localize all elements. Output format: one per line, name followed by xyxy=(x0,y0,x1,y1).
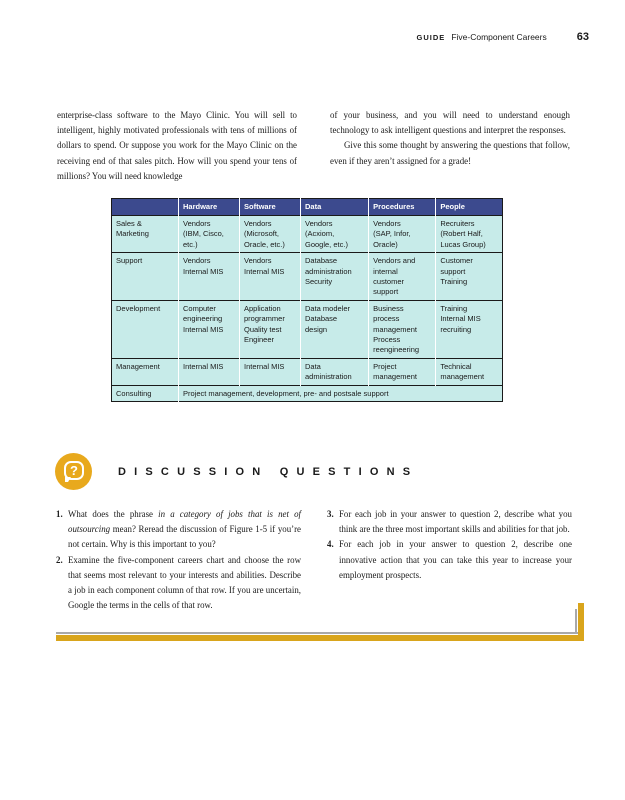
question-text: What does the phrase in a category of jobs that is net of outsourcing mean? Reread the discussion of Figure 1-5 if you’re not certain. Why is this important to you? xyxy=(68,509,301,550)
table-cell: Business process management Process reengineering xyxy=(369,300,436,358)
question-item xyxy=(327,537,572,583)
question-item xyxy=(56,553,301,614)
table-row xyxy=(112,358,503,385)
table-cell: Vendors (IBM, Cisco, etc.) xyxy=(179,216,240,253)
table-header-cell: Software xyxy=(240,199,301,216)
question-number: 4. xyxy=(327,539,334,550)
table-cell: Customer support Training xyxy=(436,253,503,301)
table-row xyxy=(112,385,503,401)
table-cell: Vendors and internal customer support xyxy=(369,253,436,301)
questions-right-column xyxy=(327,507,572,613)
question-badge-icon xyxy=(55,453,92,490)
header-title: Five-Component Careers xyxy=(451,32,547,42)
discussion-title: DISCUSSION QUESTIONS xyxy=(118,465,419,478)
question-text: For each job in your answer to question 2, describe what you think are the three most important skills and abilities for that job. xyxy=(339,509,572,535)
row-label: Sales & Marketing xyxy=(112,216,179,253)
table-row xyxy=(112,253,503,301)
question-text: For each job in your answer to question 2, describe one innovative action that you can take this year to increase your employment prospects. xyxy=(339,539,572,580)
table-header-row xyxy=(112,199,503,216)
table-row xyxy=(112,300,503,358)
intro-right-column xyxy=(330,108,570,184)
intro-text xyxy=(57,108,570,184)
question-number: 3. xyxy=(327,509,334,519)
table-header-cell: People xyxy=(436,199,503,216)
careers-table xyxy=(111,198,503,402)
questions-left-column xyxy=(56,507,301,613)
question-text: Examine the five-component careers chart and choose the row that seems most relevant to your interests and abilities. Describe a job in each component column of that row. If you are uncertain, Google the terms in the cells of that row. xyxy=(68,554,301,611)
row-label: Development xyxy=(112,300,179,358)
intro-left-column xyxy=(57,108,297,184)
table-cell: Vendors (Microsoft, Oracle, etc.) xyxy=(240,216,301,253)
table-cell: Vendors (Acxiom, Google, etc.) xyxy=(301,216,369,253)
discussion-questions-heading xyxy=(55,453,418,490)
intro-paragraph-left: enterprise-class software to the Mayo Clinic. You will sell to intelligent, highly motivated professionals with tens of millions of dollars to spend. Or suppose you work for the Mayo Clinic on the receiving end of that sales pitch. How will you spend your tens of millions? You will need knowledge xyxy=(57,110,297,181)
row-label: Consulting xyxy=(112,385,179,401)
question-mark-icon: ? xyxy=(64,461,84,480)
table-header-cell: Data xyxy=(301,199,369,216)
table-cell: Computer engineering Internal MIS xyxy=(179,300,240,358)
table-cell: Data administration xyxy=(301,358,369,385)
running-header xyxy=(417,31,589,43)
question-item xyxy=(56,507,301,553)
table-cell: Internal MIS xyxy=(240,358,301,385)
table-header-cell xyxy=(112,199,179,216)
intro-paragraph-right-2: Give this some thought by answering the questions that follow, even if they aren’t assigned for a grade! xyxy=(330,140,570,166)
question-item xyxy=(327,507,572,537)
row-label: Management xyxy=(112,358,179,385)
question-number: 2. xyxy=(56,554,63,565)
row-label: Support xyxy=(112,253,179,301)
table-cell: Database administration Security xyxy=(301,253,369,301)
table-cell: Vendors Internal MIS xyxy=(179,253,240,301)
table-header-cell: Procedures xyxy=(369,199,436,216)
frame-shadow-line xyxy=(56,632,578,634)
discussion-questions xyxy=(56,507,572,613)
table-cell: Training Internal MIS recruiting xyxy=(436,300,503,358)
table-body xyxy=(112,216,503,402)
table-cell: Project management xyxy=(369,358,436,385)
table-cell: Recruiters (Robert Half, Lucas Group) xyxy=(436,216,503,253)
table-cell: Data modeler Database design xyxy=(301,300,369,358)
table-cell: Technical management xyxy=(436,358,503,385)
table-header-cell: Hardware xyxy=(179,199,240,216)
table-cell: Project management, development, pre- and postsale support xyxy=(179,385,503,401)
guide-label: GUIDE xyxy=(416,33,446,42)
table-row xyxy=(112,216,503,253)
frame-bottom-bar xyxy=(56,635,584,641)
table-cell: Vendors Internal MIS xyxy=(240,253,301,301)
frame-right-bar xyxy=(578,603,584,641)
table-cell: Vendors (SAP, Infor, Oracle) xyxy=(369,216,436,253)
table-cell: Internal MIS xyxy=(179,358,240,385)
intro-paragraph-right-1: of your business, and you will need to understand enough technology to ask intelligent questions and interpret the responses. xyxy=(330,110,570,136)
question-italic-phrase: in a category of jobs that is net of outsourcing xyxy=(68,509,301,535)
table-cell: Application programmer Quality test Engineer xyxy=(240,300,301,358)
question-number: 1. xyxy=(56,509,63,519)
frame-shadow-line xyxy=(575,609,577,634)
page-number: 63 xyxy=(576,31,589,43)
